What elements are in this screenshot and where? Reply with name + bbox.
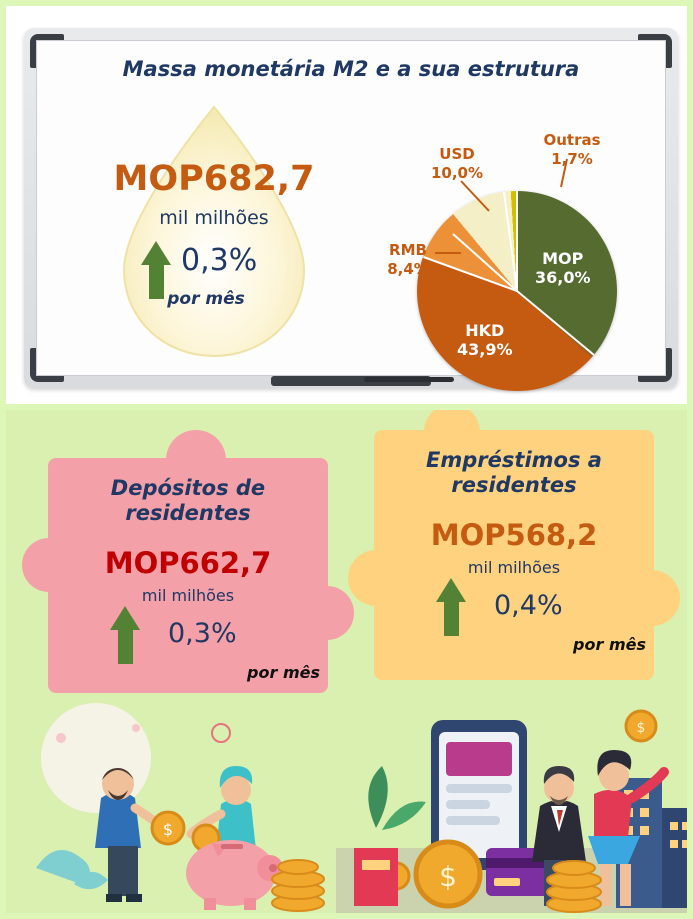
pie-label-usd bbox=[422, 145, 492, 183]
svg-text:$: $ bbox=[636, 720, 646, 736]
card-deposits-period: por mês bbox=[247, 663, 320, 682]
whiteboard-surface bbox=[36, 40, 666, 376]
card-deposits-value: MOP662,7 bbox=[104, 546, 272, 580]
card-loans-title: Empréstimos a residentes bbox=[426, 448, 602, 498]
pie-label-hkd-name: HKD bbox=[465, 321, 505, 340]
illustration-savings bbox=[16, 698, 346, 913]
pie-label-hkd bbox=[457, 321, 513, 359]
bottom-section bbox=[0, 410, 693, 919]
m2-highlight-droplet bbox=[89, 103, 339, 361]
pie-label-mop-value: 36,0% bbox=[535, 268, 591, 288]
pie-label-outras bbox=[532, 131, 612, 169]
card-deposits-unit: mil milhões bbox=[141, 586, 235, 605]
card-deposits bbox=[48, 458, 328, 693]
pie-chart bbox=[417, 191, 617, 391]
pie-label-rmb bbox=[377, 241, 439, 279]
card-deposits-change: 0,3% bbox=[168, 618, 237, 649]
pie-label-outras-name: Outras bbox=[543, 131, 601, 149]
pie-label-usd-value: 10,0% bbox=[430, 163, 484, 182]
whiteboard-frame bbox=[24, 28, 678, 388]
pie-slice-separators bbox=[417, 191, 617, 391]
puzzle-knob-right bbox=[624, 570, 680, 626]
arrow-up-icon bbox=[110, 606, 140, 664]
pie-label-usd-name: USD bbox=[439, 145, 475, 163]
m2-value: MOP682,7 bbox=[113, 159, 315, 199]
illustration-loans bbox=[336, 698, 693, 913]
card-loans-period: por mês bbox=[573, 635, 646, 654]
card-loans-change: 0,4% bbox=[494, 590, 563, 621]
pie-label-rmb-name: RMB bbox=[389, 241, 427, 259]
card-loans-unit: mil milhões bbox=[467, 558, 561, 577]
svg-text:$: $ bbox=[162, 820, 174, 839]
pie-label-rmb-value: 8,4% bbox=[387, 259, 429, 278]
card-loans-value: MOP568,2 bbox=[430, 518, 598, 552]
pie-label-mop bbox=[535, 249, 591, 287]
m2-unit: mil milhões bbox=[159, 207, 269, 229]
card-loans bbox=[374, 430, 654, 680]
pie-label-mop-name: MOP bbox=[542, 249, 584, 268]
page-title: Massa monetária M2 e a sua estrutura bbox=[122, 57, 580, 81]
pie-label-outras-value: 1,7% bbox=[551, 149, 593, 168]
m2-period: por mês bbox=[167, 289, 245, 309]
droplet-text-group bbox=[89, 103, 339, 361]
arrow-up-icon bbox=[436, 578, 466, 636]
svg-text:$: $ bbox=[439, 860, 457, 893]
card-deposits-title: Depósitos de residentes bbox=[110, 476, 266, 526]
pie-label-hkd-value: 43,9% bbox=[457, 340, 513, 360]
m2-change: 0,3% bbox=[181, 243, 258, 278]
top-section bbox=[0, 0, 693, 410]
